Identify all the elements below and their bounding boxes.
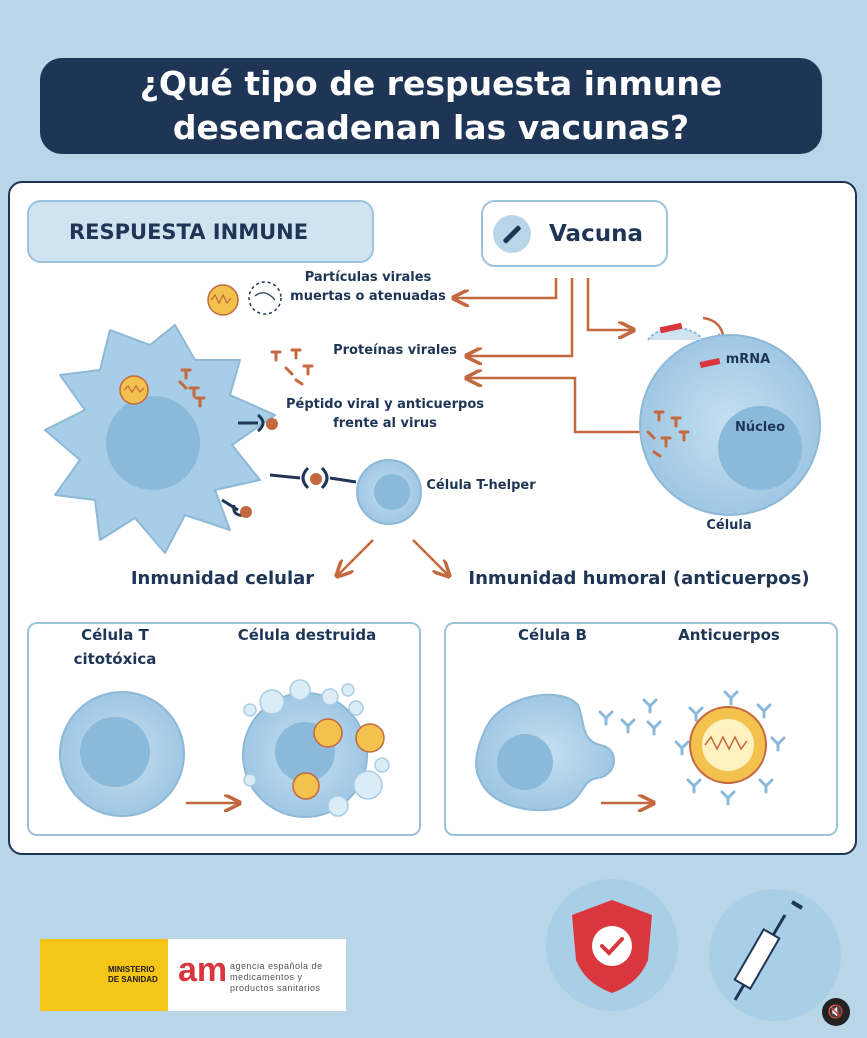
vacuna-label: Vacuna [549,220,643,247]
mute-button[interactable] [822,998,850,1026]
celula-t-line-1: Célula T [81,626,149,644]
particulas-line-2: muertas o atenuadas [290,289,446,304]
inmunidad-humoral-label: Inmunidad humoral (anticuerpos) [468,568,810,589]
nucleo-label: Núcleo [734,420,786,435]
peptido-line-2: frente al virus [333,416,437,431]
inmunidad-celular-label: Inmunidad celular [130,568,315,589]
free-antibodies [600,700,660,734]
virus-dead [249,282,281,314]
vacuna-tag [481,200,668,267]
t-helper-label: Célula T-helper [426,478,536,493]
muted-speaker-icon: 🔇 [827,1004,845,1020]
neutralized-virus [676,692,784,804]
virus-attenuated [208,285,238,315]
aemps-mark: am [178,951,228,989]
agency-line-3: productos sanitarios [230,983,321,993]
celula-b-label: Célula B [518,626,587,644]
celula-destruida-label: Célula destruida [237,626,377,644]
particulas-label [288,268,448,306]
agency-logo [40,939,346,1011]
vaccine-icon [493,215,531,253]
anticuerpos-label: Anticuerpos [678,626,780,644]
destroyed-cell [243,680,389,817]
dendritic-cell [45,325,275,553]
agency-name [230,961,323,994]
viral-proteins-free [272,350,312,384]
celula-t-line-2: citotóxica [73,650,157,668]
agency-line-1: agencia española de [230,961,323,971]
b-cell [476,695,614,810]
ministry-name [108,965,158,985]
peptido-line-1: Péptido viral y anticuerpos [285,397,485,412]
ministry-line-2: DE SANIDAD [108,975,158,984]
peptido-label [280,395,490,433]
proteinas-label: Proteínas virales [333,343,457,358]
syringe-icon [709,889,841,1021]
mrna-label: mRNA [725,352,771,367]
ministry-line-1: MINISTERIO [108,965,155,974]
celula-t-label [60,623,170,671]
respuesta-inmune-label: RESPUESTA INMUNE [69,219,309,244]
title-line-1: ¿Qué tipo de respuesta inmune [139,64,723,103]
cytotoxic-t-cell [60,692,184,816]
virus-particle-small [120,376,148,404]
shield-icon [546,879,678,1011]
particulas-line-1: Partículas virales [304,270,432,285]
t-helper-cell [357,460,421,524]
agency-line-2: medicamentos y [230,972,303,982]
title-line-2: desencadenan las vacunas? [172,108,690,147]
celula-label: Célula [706,518,752,533]
respuesta-inmune-tag [27,200,374,263]
